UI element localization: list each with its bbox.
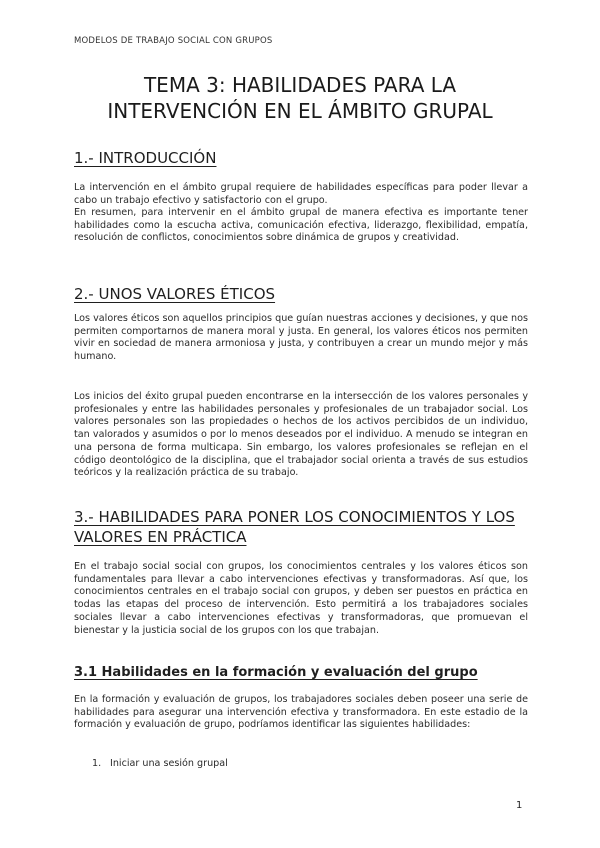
running-header: MODELOS DE TRABAJO SOCIAL CON GRUPOS	[74, 36, 273, 46]
section-1-paragraph-1: La intervención en el ámbito grupal requiere de habilidades específicas para poder llevar a cabo un trabajo efectivo y satisfactorio con el grupo.	[74, 182, 528, 206]
section-3-1-heading: 3.1 Habilidades en la formación y evaluación del grupo	[74, 665, 478, 680]
section-3-heading: 3.- HABILIDADES PARA PONER LOS CONOCIMIENTOS Y LOS VALORES EN PRÁCTICA	[74, 508, 515, 546]
section-3-1-paragraph-1: En la formación y evaluación de grupos, los trabajadores sociales deben poseer una serie de habilidades para asegurar una intervención efectiva y transformadora. En este estadio de la formación y evaluación de grupo, podríamos identificar las siguientes habilidades:	[74, 694, 528, 731]
section-2-paragraph-2: Los inicios del éxito grupal pueden encontrarse en la intersección de los valores personales y profesionales y entre las habilidades personales y profesionales de un trabajador social. Los valores personales son las propiedades o hechos de los activos percibidos de un individuo, tan valorados y asumidos o por lo menos deseados por el individuo. A menudo se integran en una persona de forma multicapa. Sin embargo, los valores profesionales se reflejan en el código deontológico de la disciplina, que el trabajador social orienta a través de sus estudios teóricos y la realización práctica de su trabajo.	[74, 391, 528, 479]
page-number: 1	[516, 800, 523, 811]
document-title	[40, 72, 560, 124]
section-1-paragraph-2: En resumen, para intervenir en el ámbito grupal de manera efectiva es importante tener habilidades como la escucha activa, comunicación efectiva, liderazgo, flexibilidad, empatía, resolución de conflictos, conocimientos sobre dinámica de grupos y creatividad.	[74, 207, 528, 244]
list-item-text: Iniciar una sesión grupal	[110, 758, 228, 769]
section-2-paragraph-1: Los valores éticos son aquellos principios que guían nuestras acciones y decisiones, y que nos permiten comportarnos de manera moral y justa. En general, los valores éticos nos permiten vivir en sociedad de manera armoniosa y justa, y contribuyen a crear un mundo mejor y más humano.	[74, 313, 528, 363]
section-3-paragraph-1: En el trabajo social social con grupos, los conocimientos centrales y los valores éticos son fundamentales para llevar a cabo intervenciones efectivas y transformadoras. Así que, los conocimientos centrales en el trabajo social con grupos, y deben ser puestos en práctica en todas las etapas del proceso de intervención. Esto permitirá a los trabajadores sociales sociales llevar a cabo intervenciones efectivas y transformadoras, que promuevan el bienestar y la justicia social de los grupos con los que trabajan.	[74, 561, 528, 636]
title-line-1: TEMA 3: HABILIDADES PARA LA	[143, 73, 457, 97]
title-line-2: INTERVENCIÓN EN EL ÁMBITO GRUPAL	[107, 99, 493, 123]
skills-list	[74, 758, 528, 771]
section-2-heading: 2.- UNOS VALORES ÉTICOS	[74, 285, 276, 303]
section-1-heading: 1.- INTRODUCCIÓN	[74, 149, 217, 167]
list-item	[74, 758, 528, 771]
list-item-number: 1.	[92, 758, 102, 769]
